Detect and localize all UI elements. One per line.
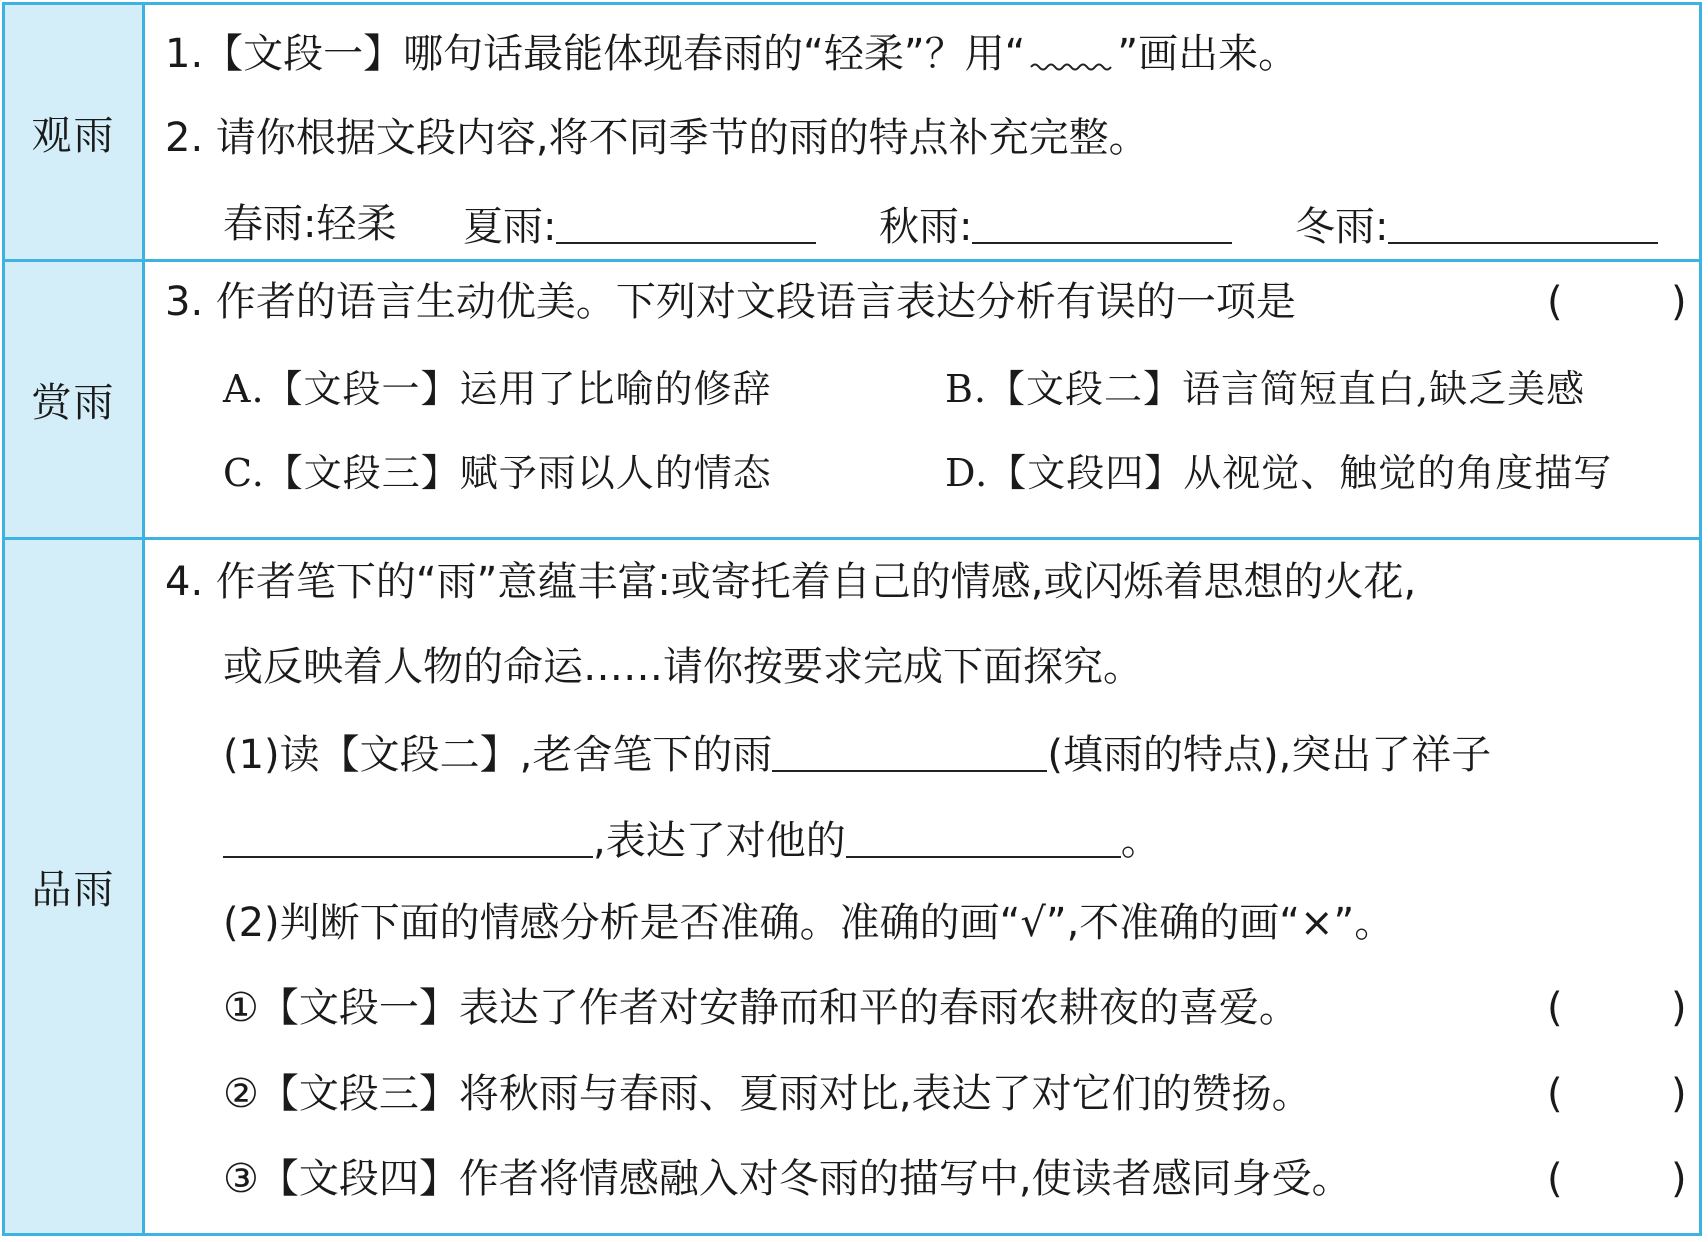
answer-paren-j1[interactable]: ( ) bbox=[1547, 985, 1687, 1031]
part-1-hint: (填雨的特点),突出了祥子 bbox=[1047, 732, 1492, 778]
summer-rain-blank[interactable] bbox=[556, 204, 816, 244]
question-4-line-1: 4. 作者笔下的“雨”意蕴丰富:或寄托着自己的情感,或闪烁着思想的火花, bbox=[165, 559, 1417, 605]
summer-rain-field bbox=[463, 204, 816, 250]
option-b[interactable]: B.【文段二】语言简短直白,缺乏美感 bbox=[945, 367, 1586, 411]
winter-rain-label: 冬雨: bbox=[1295, 204, 1389, 250]
rain-trait-blank[interactable] bbox=[772, 732, 1047, 772]
part-1-intro: (1)读【文段二】,老舍笔下的雨 bbox=[223, 732, 773, 778]
part-2-instruction: (2)判断下面的情感分析是否准确。准确的画“√”,不准确的画“×”。 bbox=[223, 900, 1395, 946]
question-1-text: 1.【文段一】哪句话最能体现春雨的“轻柔”？用“ bbox=[165, 31, 1026, 77]
judgement-1: ①【文段一】表达了作者对安静而和平的春雨农耕夜的喜爱。 bbox=[223, 985, 1299, 1031]
winter-rain-blank[interactable] bbox=[1388, 204, 1658, 244]
answer-paren-q3[interactable]: ( ) bbox=[1547, 279, 1687, 325]
judgement-3: ③【文段四】作者将情感融入对冬雨的描写中,使读者感同身受。 bbox=[223, 1156, 1352, 1202]
answer-paren-j3[interactable]: ( ) bbox=[1547, 1156, 1687, 1202]
feeling-blank[interactable] bbox=[846, 818, 1121, 858]
part-1-period: 。 bbox=[1120, 818, 1161, 864]
wavy-underline-icon bbox=[1025, 33, 1117, 73]
section-appreciate-rain bbox=[5, 262, 1699, 540]
answer-paren-j2[interactable]: ( ) bbox=[1547, 1071, 1687, 1117]
section-observe-rain bbox=[5, 5, 1699, 262]
question-3: 3. 作者的语言生动优美。下列对文段语言表达分析有误的一项是 bbox=[165, 279, 1296, 325]
autumn-rain-label: 秋雨: bbox=[879, 204, 973, 250]
autumn-rain-blank[interactable] bbox=[972, 204, 1232, 244]
option-a[interactable]: A.【文段一】运用了比喻的修辞 bbox=[223, 367, 772, 411]
section-label-appreciate: 赏雨 bbox=[5, 262, 145, 537]
judgement-2: ②【文段三】将秋雨与春雨、夏雨对比,表达了对它们的赞扬。 bbox=[223, 1071, 1312, 1117]
part-1-line-1 bbox=[223, 732, 1492, 778]
option-c[interactable]: C.【文段三】赋予雨以人的情态 bbox=[223, 451, 772, 495]
winter-rain-field bbox=[1295, 204, 1658, 250]
spring-rain-trait: 春雨:轻柔 bbox=[223, 201, 397, 247]
question-table bbox=[2, 2, 1702, 1236]
part-1-line-2 bbox=[223, 818, 1161, 864]
question-2: 2. 请你根据文段内容,将不同季节的雨的特点补充完整。 bbox=[165, 115, 1149, 161]
autumn-rain-field bbox=[879, 204, 1232, 250]
section-label-observe: 观雨 bbox=[5, 5, 145, 259]
section-savor-rain bbox=[5, 540, 1699, 1233]
section-label-savor: 品雨 bbox=[5, 540, 145, 1233]
question-1 bbox=[165, 31, 1299, 77]
question-1-end: ”画出来。 bbox=[1117, 31, 1299, 77]
question-4-line-2: 或反映着人物的命运……请你按要求完成下面探究。 bbox=[223, 644, 1143, 690]
part-1-express: ,表达了对他的 bbox=[593, 818, 846, 864]
xiangzi-blank[interactable] bbox=[223, 818, 593, 858]
option-d[interactable]: D.【文段四】从视觉、触觉的角度描写 bbox=[945, 451, 1613, 495]
summer-rain-label: 夏雨: bbox=[463, 204, 557, 250]
